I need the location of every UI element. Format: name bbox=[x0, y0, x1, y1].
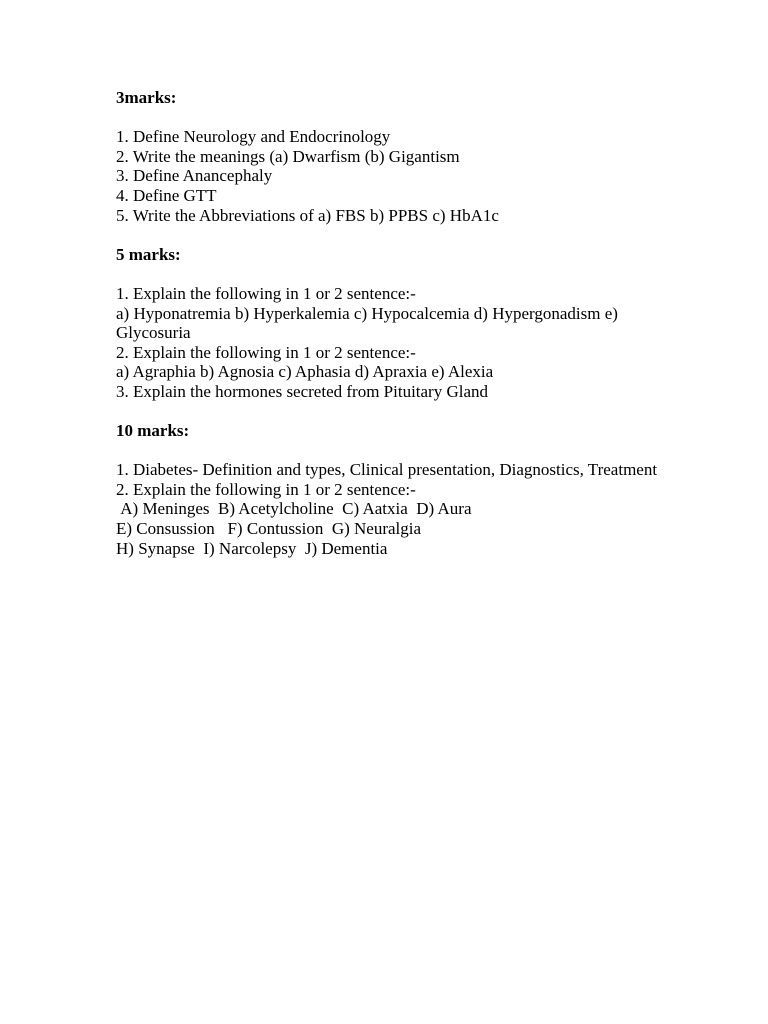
spacer bbox=[116, 264, 676, 284]
question-5m-3: 3. Explain the hormones secreted from Pituitary Gland bbox=[116, 381, 489, 401]
question-10m-2-items-a: A) Meninges B) Acetylcholine C) Aatxia D) Aura bbox=[116, 499, 472, 519]
question-3m-4: 4. Define GTT bbox=[116, 185, 217, 205]
question-10m-2-items-e: E) Consussion F) Contussion G) Neuralgia bbox=[116, 519, 422, 539]
spacer bbox=[116, 402, 676, 422]
question-5m-2: 2. Explain the following in 1 or 2 sentence:- bbox=[116, 342, 416, 362]
question-3m-2: 2. Write the meanings (a) Dwarfism (b) Gigantism bbox=[116, 146, 460, 166]
question-10m-2: 2. Explain the following in 1 or 2 sentence:- bbox=[116, 479, 416, 499]
section-heading-10-marks: 10 marks: bbox=[116, 421, 190, 441]
question-3m-1: 1. Define Neurology and Endocrinology bbox=[116, 127, 391, 147]
document-page bbox=[116, 88, 676, 558]
spacer bbox=[116, 108, 676, 128]
question-10m-1: 1. Diabetes- Definition and types, Clinical presentation, Diagnostics, Treatment bbox=[116, 460, 658, 480]
question-3m-3: 3. Define Anancephaly bbox=[116, 166, 273, 186]
section-heading-3-marks: 3marks: bbox=[116, 88, 177, 107]
spacer bbox=[116, 441, 676, 461]
question-10m-2-items-h: H) Synapse I) Narcolepsy J) Dementia bbox=[116, 538, 388, 558]
question-3m-5: 5. Write the Abbreviations of a) FBS b) PPBS c) HbA1c bbox=[116, 205, 499, 225]
question-5m-1-items: a) Hyponatremia b) Hyperkalemia c) Hypocalcemia d) Hypergonadism e) Glycosuria bbox=[116, 303, 623, 343]
spacer bbox=[116, 225, 676, 245]
question-5m-2-items: a) Agraphia b) Agnosia c) Aphasia d) Apraxia e) Alexia bbox=[116, 362, 494, 382]
section-heading-5-marks: 5 marks: bbox=[116, 244, 181, 264]
question-5m-1: 1. Explain the following in 1 or 2 sentence:- bbox=[116, 283, 416, 303]
